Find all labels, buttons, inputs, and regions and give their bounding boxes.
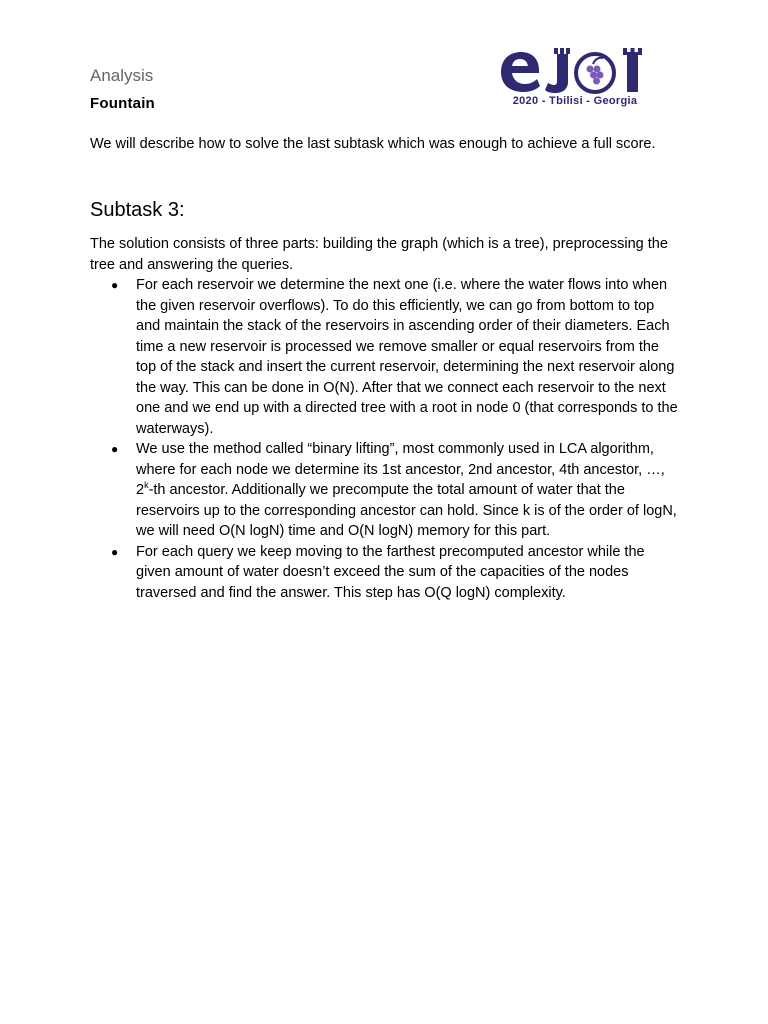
intro-paragraph: We will describe how to solve the last subtask which was enough to achieve a full score. (90, 136, 656, 152)
section-body: The solution consists of three parts: building the graph (which is a tree), preprocessing the tree and answering the queries. (90, 236, 668, 273)
ejoi-logo (495, 44, 655, 112)
ejoi-logo-graphic (495, 44, 655, 96)
superscript: k (144, 480, 149, 491)
list-item-text-before: We use the method called “binary lifting”, most commonly used in LCA algorithm, where for each node we determine its 1st ancestor, 2nd ancestor, 4th ancestor, …, 2 (136, 441, 665, 498)
bullet-list (90, 275, 680, 603)
header-label: Analysis (90, 66, 154, 85)
list-item-text: For each query we keep moving to the farthest precomputed ancestor while the given amount of water doesn’t exceed the sum of the capacities of the nodes traversed and find the answer. This step has O(Q logN) complexity. (136, 543, 645, 601)
list-item (90, 439, 680, 542)
list-item-text-after: -th ancestor. Additionally we precompute the total amount of water that the reservoirs up to the corresponding ancestor can hold. Since k is of the order of logN, we will need O(N logN) time and O(N logN) memory for this part. (136, 482, 677, 539)
list-item (90, 542, 680, 604)
list-item (90, 275, 680, 439)
document-title: Fountain (90, 95, 155, 112)
list-item-text: For each reservoir we determine the next one (i.e. where the water flows into when the given reservoir overflows). To do this efficiently, we can go from bottom to top and maintain the stack of the reservoirs in ascending order of their diameters. Each time a new reservoir is processed we remove smaller or equal reservoirs from the top of the stack and insert the current reservoir, determining the next reservoir along the way. This can be done in O(N). After that we connect each reservoir to the next one and we end up with a directed tree with a root in node 0 (that corresponds to the waterways). (136, 277, 678, 437)
bullet-icon: ● (111, 544, 119, 559)
logo-caption: 2020 - Tbilisi - Georgia (512, 95, 638, 107)
bullet-icon: ● (111, 442, 119, 456)
section-heading: Subtask 3: (90, 199, 185, 221)
bullet-icon: ● (111, 278, 119, 292)
